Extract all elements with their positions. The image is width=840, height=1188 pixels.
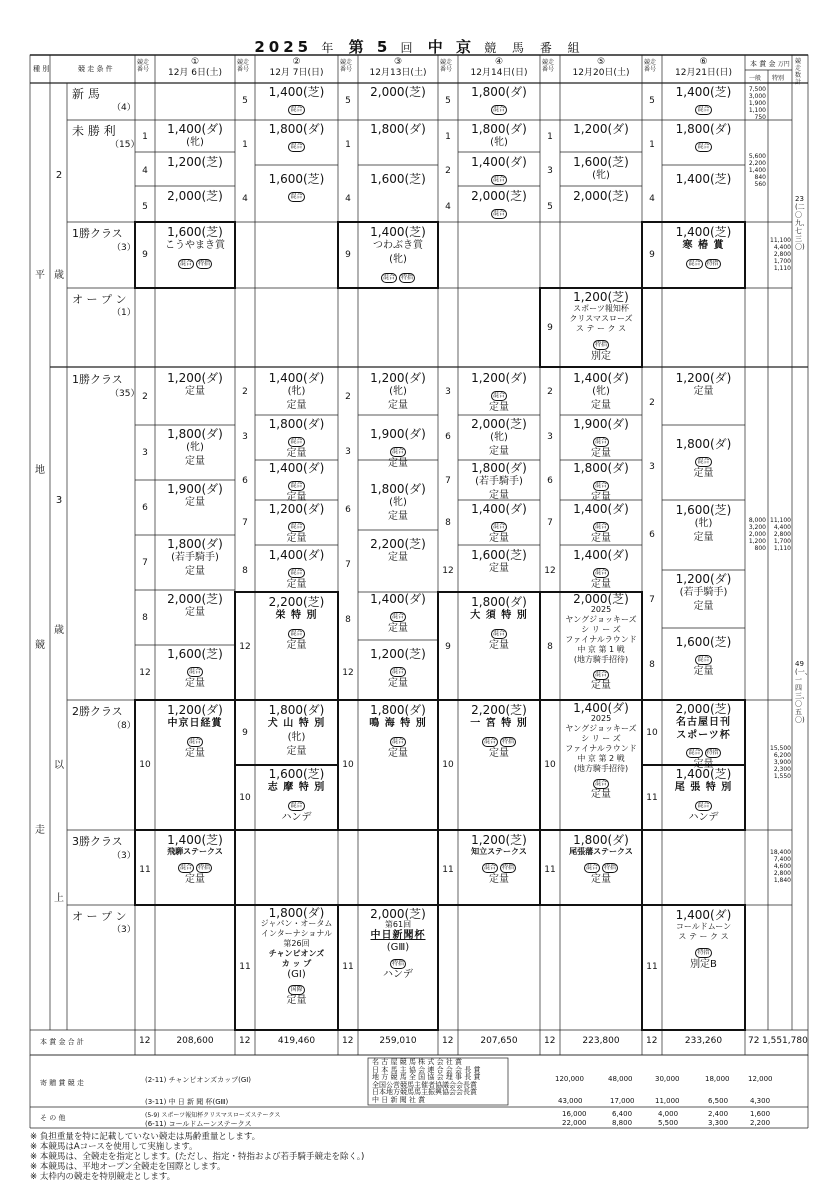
race-entry: 1,800(ダ) (牝) 定量 (167, 427, 223, 467)
header-prize-a: 一般 (749, 75, 762, 82)
kisho-prize: 4,300 (750, 1097, 771, 1105)
total-count: 12 (139, 1036, 151, 1046)
race-number: 10 (646, 728, 658, 738)
race-entry: 2,000(芝) 定量 (167, 592, 223, 618)
cond-count: （4） (112, 103, 136, 113)
header-race-no: 競走番号 (137, 59, 150, 73)
side-sai: 歳 (54, 270, 64, 281)
race-number: 1 (142, 132, 148, 142)
race-number: 8 (142, 613, 148, 623)
race-number: 7 (142, 558, 148, 568)
kisho-race: (3-11) 中 日 新 聞 杯(GⅢ) (145, 1098, 229, 1106)
race-entry: 1,400(ダ) 混合 定量 (268, 461, 325, 503)
race-entry: 1,600(芝) こうやまき賞 混合 特指 (165, 225, 225, 267)
race-entry: 1,400(芝) つわぶき賞 (牝) 混合 特指 (370, 225, 426, 281)
total-value: 1,551,780 (762, 1036, 808, 1046)
race-entry: 1,800(ダ) 混合 (268, 122, 325, 150)
race-entry: 2,200(芝) 栄 特 別 混合 定量 (268, 595, 325, 651)
race-number: 3 (445, 387, 451, 397)
race-entry: 1,200(ダ) (牝) 定量 (370, 371, 426, 411)
race-entry: 1,400(ダ) 混合 定量 (268, 548, 325, 590)
prize-list: 7,500 3,000 1,900 1,100 750 (748, 86, 766, 121)
race-entry: 1,200(芝) (167, 155, 223, 169)
race-entry: 1,400(ダ) (牝) 定量 (573, 371, 629, 411)
other-prize: 16,000 22,000 (562, 1110, 587, 1127)
cond-open2: オ ー プ ン (72, 910, 127, 923)
race-number: 3 (242, 432, 248, 442)
race-entry: 1,400(ダ) (牝) 定量 (268, 371, 325, 411)
race-entry: 1,600(芝) 混合 定量 (167, 647, 223, 689)
race-number: 12 (139, 668, 151, 678)
cond-count: （35） (110, 389, 140, 399)
race-number: 11 (139, 865, 151, 875)
cond-count: （8） (112, 721, 136, 731)
other-prize: 6,400 8,800 (612, 1110, 633, 1127)
race-number: 2 (445, 166, 451, 176)
race-number: 10 (544, 760, 556, 770)
page-title: 2025 年 第 5 回 中 京 競 馬 番 組 (254, 38, 586, 56)
total-value: 223,800 (582, 1036, 620, 1046)
header-race-no: 競走番号 (542, 59, 555, 73)
race-number: 7 (649, 595, 655, 605)
race-entry: 1,400(ダ) 混合 定量 (471, 502, 527, 544)
race-entry: 1,200(ダ) (573, 122, 629, 136)
race-number: 5 (345, 96, 351, 106)
cond-3win: 3勝クラス (72, 835, 123, 848)
race-number: 4 (649, 194, 655, 204)
race-number: 5 (445, 96, 451, 106)
race-number: 5 (547, 202, 553, 212)
race-entry: 1,900(ダ) 混合 定量 (573, 417, 629, 459)
side-sai2: 歳 (54, 625, 64, 636)
race-number: 7 (345, 560, 351, 570)
race-number: 1 (547, 132, 553, 142)
race-number: 3 (547, 432, 553, 442)
total-count: 12 (239, 1036, 251, 1046)
side-ijou: 以 (54, 760, 64, 771)
day-header: ⑥ 12月21日(日) (675, 57, 732, 78)
race-entry: 2,000(芝) (573, 189, 629, 203)
race-number: 3 (345, 447, 351, 457)
side-flat: 平 (35, 270, 45, 281)
cond-count: （3） (112, 925, 136, 935)
day-header: ① 12月 6日(土) (167, 57, 223, 78)
day-header: ⑤ 12月20日(土) (572, 57, 630, 78)
cond-2win: 2勝クラス (72, 705, 123, 718)
race-number: 2 (242, 387, 248, 397)
race-entry: 2,000(芝) (370, 85, 426, 99)
cond-open: オ ー プ ン (72, 293, 127, 306)
side-dirt: 地 (35, 465, 45, 476)
race-entry: 1,800(ダ) 混合 定量 (573, 461, 629, 503)
race-entry: 1,400(ダ) (牝) (167, 122, 223, 148)
race-number: 6 (242, 476, 248, 486)
race-number: 5 (242, 96, 248, 106)
race-number: 8 (242, 566, 248, 576)
race-entry: 1,800(ダ) (若手騎手) 定量 (167, 537, 223, 577)
race-entry: 1,800(ダ) 尾張藩ステークス 混合 特指 定量 (569, 833, 633, 885)
race-entry: 1,400(ダ) コールドムーン ス テ ー ク ス 特指 別定B (675, 908, 732, 970)
side-jo: 上 (54, 893, 64, 904)
race-entry: 1,800(ダ) (牝) 定量 (370, 482, 426, 522)
race-entry: 1,400(ダ) 混合 定量 (370, 592, 426, 634)
race-entry: 1,600(芝) (牝) 定量 (675, 503, 732, 543)
notes: ※ 負担重量を特に記載していない競走は馬齢重量とします。 ※ 本競馬はAコースを使用して実施します。 ※ 本競馬は、全競走を指定とします。(ただし、指定・特指および若手騎手競走を除く。) ※ 本競馬は、平地オープン全競走を国際とします。 ※ 太枠内の競走を特別競走とします。 (30, 1132, 365, 1182)
race-entry: 1,600(芝) 混合 定量 (675, 635, 732, 677)
race-number: 6 (345, 505, 351, 515)
header-prize: 本 賞 金 万円 (750, 60, 790, 68)
race-number: 7 (242, 518, 248, 528)
race-number: 9 (547, 323, 553, 333)
race-number: 2 (649, 398, 655, 408)
header-prize-b: 特別 (772, 75, 785, 82)
race-entry: 1,200(ダ) 定量 (167, 371, 223, 397)
race-number: 2 (345, 392, 351, 402)
race-number: 6 (142, 503, 148, 513)
race-entry: 1,400(芝) (675, 172, 732, 186)
side-so: 走 (35, 825, 45, 836)
day-header: ③ 12月13日(土) (369, 57, 427, 78)
race-entry: 2,000(芝) 2025 ヤングジョッキーズ シ リ ー ズ ファイナルラウンド 中 京 第 1 戦 (地方騎手招待) 混合 定量 (565, 592, 637, 691)
race-number: 6 (547, 476, 553, 486)
totals-label: 本 賞 金 合 計 (40, 1038, 84, 1046)
other-prize: 4,000 5,500 (658, 1110, 679, 1127)
prize-list: 11,100 4,400 2,800 1,700 1,110 (770, 237, 791, 272)
race-number: 12 (342, 668, 354, 678)
race-number: 10 (239, 793, 251, 803)
count-2yo: 23 (二〇九、七三〇) (795, 195, 809, 251)
race-entry: 1,400(ダ) 混合 (471, 155, 527, 183)
race-entry: 1,800(ダ) 鳴 海 特 別 混合 定量 (369, 703, 427, 759)
race-entry: 2,000(芝) 混合 (471, 189, 527, 217)
race-entry: 1,200(ダ) 混合 定量 (268, 502, 325, 544)
count-3yo: 49 (一、一四三、〇五〇) (795, 660, 812, 724)
race-entry: 1,400(芝) 混合 (268, 85, 325, 113)
cond-count: （3） (112, 243, 136, 253)
side-kyo: 競 (35, 640, 45, 651)
kisho-givers: 名 古 屋 競 馬 株 式 会 社 賞 日 本 馬 主 協 会 連 合 会 会 長 賞 地 方 競 馬 全 国 協 会 理 事 長 賞 全国公営競馬主催者協議会会長賞 日本地方競馬馬主振興協会会長賞 中 日 新 聞 社 賞 (372, 1058, 481, 1104)
race-number: 3 (547, 166, 553, 176)
race-entry: 1,800(ダ) 混合 (675, 122, 732, 150)
kisho-prize: 48,000 (608, 1075, 633, 1083)
cond-misho: 未 勝 利 (72, 124, 116, 138)
race-entry: 1,400(芝) 混合 (675, 85, 732, 113)
race-number: 10 (442, 760, 454, 770)
race-entry: 1,200(芝) 混合 定量 (370, 647, 426, 689)
race-number: 9 (649, 250, 655, 260)
kisho-prize: 120,000 (555, 1075, 584, 1083)
race-number: 4 (345, 194, 351, 204)
race-entry: 1,200(ダ) 混合 定量 (471, 371, 527, 413)
race-entry: 1,800(ダ) 混合 (471, 85, 527, 113)
race-entry: 1,200(芝) 知立ステークス 混合 特指 定量 (471, 833, 527, 885)
prize-list: 11,100 4,400 2,800 1,700 1,110 (770, 517, 791, 552)
race-entry: 2,000(芝) (牝) 定量 (471, 417, 527, 457)
cond-count: （1） (112, 308, 136, 318)
race-entry: 2,000(芝) 名古屋日刊 スポーツ杯 混合 特指 定量 (675, 702, 732, 770)
race-number: 10 (342, 760, 354, 770)
other-race: (5-9) スポーツ報知杯クリスマスローズステークス (145, 1112, 281, 1119)
race-entry: 1,200(ダ) (若手騎手) 定量 (675, 572, 732, 612)
race-number: 12 (239, 642, 251, 652)
total-value: 208,600 (176, 1036, 214, 1046)
total-count: 12 (646, 1036, 658, 1046)
prize-list: 5,600 2,200 1,400 840 560 (748, 153, 766, 188)
cond-1win-3yo: 1勝クラス (72, 373, 123, 386)
day-header: ② 12月 7日(日) (269, 57, 324, 78)
other-prize: 2,400 3,300 (708, 1110, 729, 1127)
race-entry: 1,600(芝) 定量 (471, 548, 527, 574)
cond-shinba: 新 馬 (72, 87, 100, 101)
race-entry: 1,800(ダ) ジャパン・オータム インターナショナル 第26回 チャンピオンズ カ ッ プ (GⅠ) 国際 定量 (260, 906, 333, 1006)
race-entry: 1,800(ダ) (牝) (471, 122, 527, 148)
side-age2: 2 (55, 170, 63, 181)
race-number: 7 (445, 476, 451, 486)
race-entry: 1,800(ダ) 混合 定量 (268, 417, 325, 459)
total-count: 12 (342, 1036, 354, 1046)
race-number: 5 (649, 96, 655, 106)
race-number: 9 (445, 642, 451, 652)
cond-count: （3） (112, 851, 136, 861)
other-prize: 1,600 2,200 (750, 1110, 771, 1127)
total-value: 259,010 (379, 1036, 417, 1046)
day-header: ④ 12月14日(日) (470, 57, 528, 78)
race-number: 1 (649, 140, 655, 150)
race-entry: 1,900(ダ) 定量 (167, 482, 223, 508)
race-number: 10 (139, 760, 151, 770)
race-number: 6 (445, 432, 451, 442)
race-number: 8 (345, 615, 351, 625)
race-number: 12 (544, 566, 556, 576)
race-number: 8 (649, 660, 655, 670)
kisho-prize: 30,000 (655, 1075, 680, 1083)
race-number: 4 (142, 166, 148, 176)
total-value: 207,650 (480, 1036, 518, 1046)
race-entry: 1,900(ダ) 混合 定量 (370, 427, 426, 469)
race-number: 1 (345, 140, 351, 150)
race-entry: 2,200(芝) 一 宮 特 別 混合 特指 定量 (470, 703, 528, 759)
race-number: 7 (547, 518, 553, 528)
race-entry: 1,200(ダ) 定量 (675, 371, 732, 397)
header-kind: 種 別 (33, 65, 50, 73)
race-number: 1 (445, 132, 451, 142)
race-number: 12 (442, 566, 454, 576)
kisho-prize: 6,500 (708, 1097, 729, 1105)
prize-list: 8,000 3,200 2,000 1,200 800 (748, 517, 766, 552)
kisho-prize: 17,000 (610, 1097, 635, 1105)
kisho-prize: 12,000 (748, 1075, 773, 1083)
race-number: 11 (544, 865, 556, 875)
total-count: 12 (442, 1036, 454, 1046)
cond-count: （15） (110, 140, 140, 150)
race-number: 4 (445, 202, 451, 212)
race-number: 2 (142, 392, 148, 402)
race-entry: 1,800(ダ) 混合 定量 (675, 437, 732, 479)
race-number: 2 (547, 387, 553, 397)
prize-list: 18,400 7,400 4,600 2,800 1,840 (770, 849, 791, 884)
other-race: (6-11) コールドムーンステークス (145, 1120, 252, 1128)
race-entry: 1,400(ダ) 2025 ヤングジョッキーズ シ リ ー ズ ファイナルラウンド 中 京 第 2 戦 (地方騎手招待) 混合 定量 (565, 701, 637, 800)
race-entry: 1,400(芝) 尾 張 特 別 混合 ハンデ (674, 767, 733, 823)
prize-list: 15,500 6,200 3,900 2,300 1,550 (770, 745, 791, 780)
total-count: 12 (544, 1036, 556, 1046)
race-number: 11 (646, 793, 658, 803)
race-entry: 1,600(芝) (370, 172, 426, 186)
race-number: 3 (142, 448, 148, 458)
side-age3: 3 (55, 495, 63, 506)
kisho-prize: 11,000 (655, 1097, 680, 1105)
race-entry: 1,400(ダ) 混合 定量 (573, 502, 629, 544)
total-value: 233,260 (684, 1036, 723, 1046)
kisho-prize: 18,000 (705, 1075, 730, 1083)
race-number: 11 (342, 962, 354, 972)
race-entry: 1,400(ダ) 混合 定量 (573, 548, 629, 590)
race-number: 5 (142, 202, 148, 212)
race-entry: 2,000(芝) (167, 189, 223, 203)
total-count: 72 (748, 1036, 760, 1046)
race-entry: 1,800(ダ) (370, 122, 426, 136)
header-race-no: 競走番号 (440, 59, 453, 73)
race-entry: 1,800(ダ) 大 須 特 別 混合 定量 (470, 595, 528, 651)
race-entry: 1,600(芝) 志 摩 特 別 混合 ハンデ (267, 767, 326, 823)
race-entry: 1,400(芝) 飛騨ステークス 混合 特指 定量 (167, 833, 223, 885)
header-race-no: 競走番号 (340, 59, 353, 73)
race-entry: 1,400(芝) 寒 椿 賞 混合 特指 (675, 225, 732, 267)
race-entry: 1,200(芝) スポーツ報知杯 クリスマスローズ ス テ ー ク ス 特指 別定 (569, 290, 633, 362)
race-number: 9 (142, 250, 148, 260)
race-number: 3 (649, 462, 655, 472)
race-entry: 2,000(芝) 第61回 中日新聞杯 (GⅢ) 特指 ハンデ (370, 907, 426, 980)
other-label: そ の 他 (40, 1114, 66, 1122)
race-entry: 1,200(ダ) 中京日経賞 混合 定量 (167, 703, 223, 759)
race-number: 4 (242, 194, 248, 204)
race-entry: 1,600(芝) 混合 (268, 172, 325, 200)
race-number: 11 (442, 865, 454, 875)
header-race-no: 競走番号 (644, 59, 657, 73)
race-number: 1 (242, 140, 248, 150)
kisho-race: (2-11) チャンピオンズカップ(GⅠ) (145, 1076, 252, 1084)
total-value: 419,460 (277, 1036, 316, 1046)
race-entry: 1,800(ダ) 犬 山 特 別 (牝) 定量 (267, 703, 326, 757)
race-entry: 2,200(芝) 定量 (370, 537, 426, 563)
race-number: 9 (242, 728, 248, 738)
cond-1win: 1勝クラス (72, 227, 123, 240)
race-number: 6 (649, 530, 655, 540)
kisho-label: 寄 贈 賞 競 走 (40, 1079, 84, 1087)
header-count: 競走数計 (795, 58, 802, 86)
race-entry: 1,600(芝) (牝) (573, 155, 629, 181)
race-number: 11 (239, 962, 251, 972)
header-race-no: 競走番号 (237, 59, 250, 73)
race-number: 8 (547, 642, 553, 652)
header-cond: 競 走 条 件 (78, 65, 113, 73)
race-entry: 1,800(ダ) (若手騎手) 定量 (471, 461, 527, 501)
race-number: 8 (445, 518, 451, 528)
race-number: 11 (646, 962, 658, 972)
kisho-prize: 43,000 (558, 1097, 583, 1105)
race-number: 9 (345, 250, 351, 260)
